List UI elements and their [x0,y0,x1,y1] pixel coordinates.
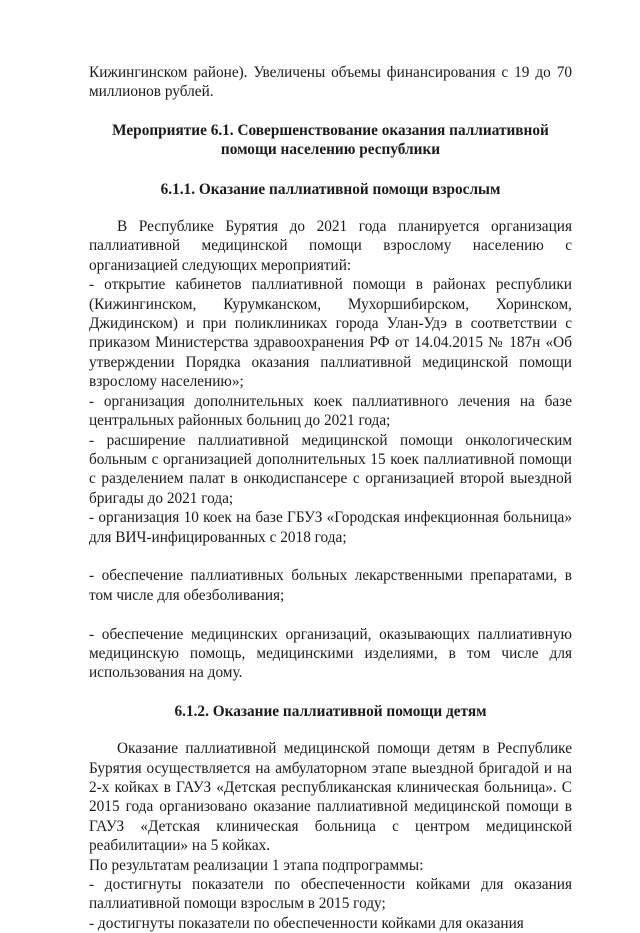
document-body [89,63,572,933]
list-item-beds-result: - достигнуты показатели по обеспеченности койками для оказания [89,914,524,932]
paragraph-results: По результатам реализации 1 этапа подпрограммы: [89,856,424,874]
paragraph-children: Оказание паллиативной медицинской помощи детям в Республике Бурятия осуществляется на амбулаторном этапе выездной бригадой и на 2-х койках в ГАУЗ «Детская республиканская клиническая больница». С 2015 года организовано оказание паллиативной медицинской помощи в ГАУЗ «Детская клиническая больница с центром медицинской реабилитации» на 5 койках. [89,740,572,855]
list-item-oncology: - расширение паллиативной медицинской помощи онкологическим больным с организацией дополнительных 15 коек паллиативной помощи с разделением палат в онкодиспансере с организацией второй выездной бригады до 2021 года; [89,431,572,507]
paragraph-adults-intro: В Республике Бурятия до 2021 года планируется организация паллиативной медицинской помощи взрослому населению с организацией следующих мероприятий: [89,218,572,274]
list-item-cabinets: - открытие кабинетов паллиативной помощи в районах республики (Кижингинском, Курумканском, Мухоршибирском, Хоринском, Джидинском) и при поликлиниках города Улан-Удэ в соответствии с приказом Министерства здравоохранения РФ от 14.04.2015 № 187н «Об утверждении Порядка оказания паллиативной медицинской помощи взрослому населению»; [89,276,572,391]
heading-event-6-1: Мероприятие 6.1. Совершенствование оказания паллиативной помощи населению республики [112,121,549,159]
heading-6-1-1: 6.1.1. Оказание паллиативной помощи взрослым [160,180,501,198]
list-item-extra-beds: - организация дополнительных коек паллиативного лечения на базе центральных районных больниц до 2021 года; [89,392,572,430]
paragraph-financing: Кижингинском районе). Увеличены объемы финансирования с 19 до 70 миллионов рублей. [89,64,572,101]
list-item-hiv-beds: - организация 10 коек на базе ГБУЗ «Городская инфекционная больница» для ВИЧ-инфицированных с 2018 года; [89,509,572,546]
list-item-adult-beds-result: - достигнуты показатели по обеспеченности койками для оказания паллиативной помощи взрослым в 2015 году; [89,876,572,913]
heading-6-1-2: 6.1.2. Оказание паллиативной помощи детям [174,702,487,720]
list-item-medicines: - обеспечение паллиативных больных лекарственными препаратами, в том числе для обезболивания; [89,567,572,604]
list-item-devices: - обеспечение медицинских организаций, оказывающих паллиативную медицинскую помощь, медицинскими изделиями, в том числе для использования на дому. [89,625,572,682]
